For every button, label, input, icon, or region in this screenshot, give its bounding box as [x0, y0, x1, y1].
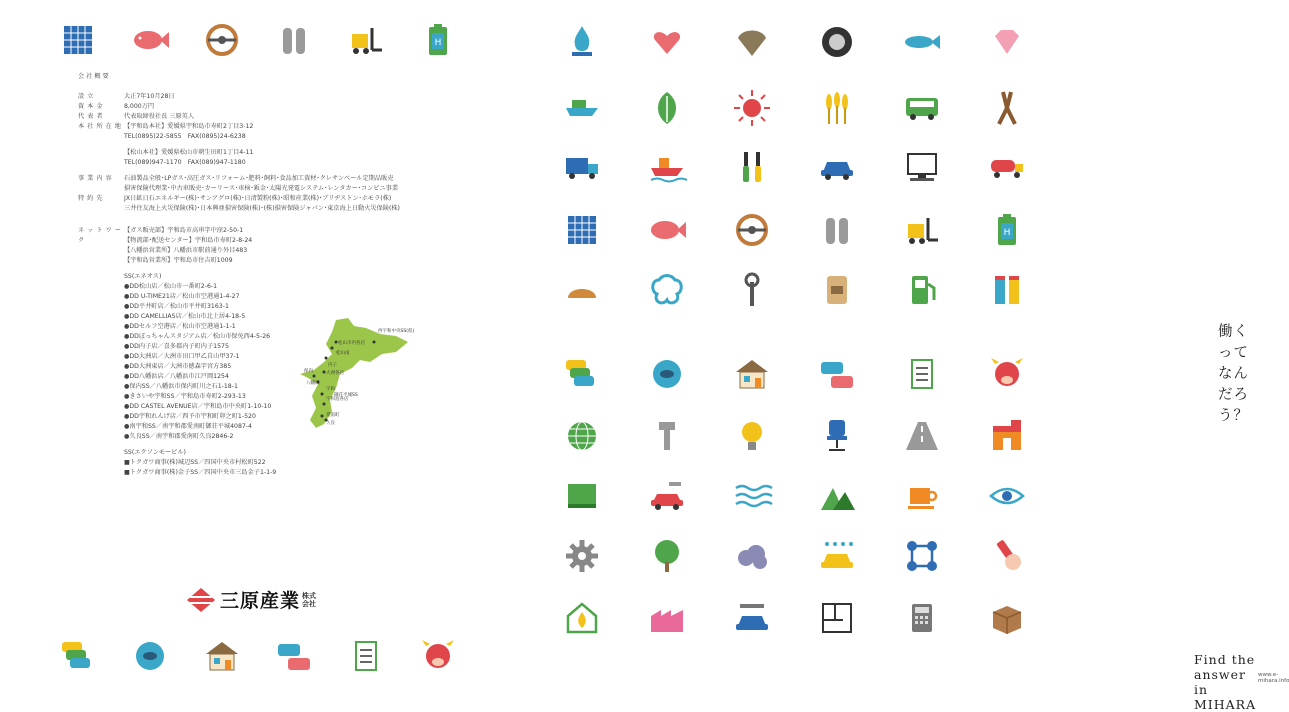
heart-hands-icon	[645, 20, 689, 64]
mihara-logo-icon	[186, 587, 216, 613]
wrench-icon	[730, 268, 774, 312]
battery-icon	[985, 208, 1029, 252]
cow-icon	[416, 634, 460, 678]
tree-icon	[645, 534, 689, 578]
delivery-truck-icon	[560, 146, 604, 190]
house-icon	[730, 352, 774, 396]
home-fire-icon	[560, 596, 604, 640]
battery-icon	[416, 18, 460, 62]
svg-text:H: H	[434, 38, 442, 48]
icon-row-3	[560, 146, 1029, 190]
steering-wheel-icon	[730, 208, 774, 252]
ehime-map: 西宇和中央SS(仮) 松山市内各店 松山南 内子 大洲各店 保内 八幡浜 宇和 宇和島各店 御荘平城SS 愛南町 久良	[296, 316, 412, 432]
company-info	[78, 72, 478, 478]
list-item: ●DD CAMELLIAS店／松山市北土居4-18-5	[124, 313, 246, 320]
pliers-icon	[985, 86, 1029, 130]
list-item: ●DD八幡浜店／八幡浜市江戸岡1254	[124, 373, 229, 380]
sun-icon	[730, 86, 774, 130]
right-page	[520, 0, 1289, 712]
traffic-jam-icon	[56, 634, 100, 678]
company-logo	[186, 586, 318, 613]
bread-icon	[560, 268, 604, 312]
list-item: ●保内SS／八幡浜市保内町川之石1-18-1	[124, 383, 238, 390]
factory-icon	[645, 596, 689, 640]
list-item: ●DDセルフ空港店／松山市空港通1-1-1	[124, 323, 236, 330]
road-icon	[900, 414, 944, 458]
list-item: ●DD宇和れんげ店／西予市宇和町卯之町1-520	[124, 413, 256, 420]
chat-bubbles-icon	[815, 352, 859, 396]
light-bulb-icon	[730, 414, 774, 458]
tanker-ship-icon	[645, 146, 689, 190]
website-url[interactable]: www.e-mihara.info	[1258, 672, 1289, 684]
globe-icon	[560, 414, 604, 458]
list-item: ●DD平井町店／松山市平井町3163-1	[124, 303, 229, 310]
car-key-icon	[645, 474, 689, 518]
fish-icon	[900, 20, 944, 64]
info-row-business: 事業内容 石油製品全般･LPガス･高圧ガス･リフォーム･肥料･飼料･食品加工資材･クレサンベール定期品販売 損害保険代理業･中古車販売･カーリース･車検･鈑金･太陽光発電システム･レンタカー･コンビニ事業	[78, 175, 399, 192]
book-icon	[560, 474, 604, 518]
eye-icon	[985, 474, 1029, 518]
car-wash-icon	[815, 534, 859, 578]
tire-icon	[815, 20, 859, 64]
icon-row-7	[560, 414, 1029, 458]
floor-plan-icon	[815, 596, 859, 640]
network-icon	[900, 534, 944, 578]
clipboard-icon	[900, 352, 944, 396]
list-item: ●DD CASTEL AVENUE店／宇和島市中央町1-10-10	[124, 403, 272, 410]
list-item: ●DD大洲店／大洲市田口甲乙自山甲37-1	[124, 353, 240, 360]
list-item: ■トクガワ商事(株)城辺SS／四国中央市村松町522	[124, 459, 266, 466]
coffee-cup-icon	[900, 474, 944, 518]
forklift-icon	[344, 18, 388, 62]
screwdrivers-icon	[730, 146, 774, 190]
feed-sack-icon	[815, 268, 859, 312]
gear-icon	[560, 534, 604, 578]
ss-list-eneos: SS(エネオス) ●DD松山店／松山市一番町2-6-1 ●DD U-TIME21店／松山市空港通1-4-27 ●DD平井町店／松山市平井町3163-1 ●DD CAMELLIAS店／松山市北土居4-18-5 ●DDセルフ空港店／松山市空港通1-1-1 ●DDぼっちゃんスタジアム店／松山市保免西4-5-26 ●DD内子店／喜多郡内子町内子1575 ●DD大洲店／大洲市田口甲乙自山甲37-1 ●DD大洲東店／大洲市徳森字宮方385 ●DD八幡浜店／八幡浜市江戸岡1254 ●保内SS／八幡浜市保内町川之石1-18-1 ●きさいや宇和SS／宇和島市寿町2-293-13 ●DD CASTEL AVENUE店／宇和島市中央町1-10-10 ●DD宇和れんげ店／西予市宇和町卯之町1-520 ●南宇和SS／南宇和郡愛南町御荘平城4087-4 ●久良SS／南宇和郡愛南町久良2846-2 SS(エクソンモービル) ■トクガワ商事(株)城辺SS／四国中央市村松町522 ■トクガワ商事(株)金子SS／四国中央市三島金子1-1-9	[124, 272, 478, 478]
list-item: ●DD大洲東店／大洲市徳森字宮方385	[124, 363, 232, 370]
list-item: ●DDぼっちゃんスタジアム店／松山市保免西4-5-26	[124, 333, 271, 340]
cardboard-box-icon	[985, 596, 1029, 640]
chat-bubbles-icon	[272, 634, 316, 678]
leaf-icon	[645, 86, 689, 130]
bottom-icon-row	[56, 634, 460, 678]
list-item: ■トクガワ商事(株)金子SS／四国中央市三島金子1-1-9	[124, 469, 277, 476]
scallop-icon	[730, 20, 774, 64]
computer-icon	[900, 146, 944, 190]
list-item: ●DD松山店／松山市一番町2-6-1	[124, 283, 218, 290]
top-icon-row	[56, 18, 460, 62]
icon-row-9	[560, 534, 1029, 578]
info-row-network: ネットワーク 【ガス販売部】宇和島市高串字中窪2-50-1 【物流部･配送センター】宇和島市寿町2-8-24 【八幡浜営業所】八幡浜市駅前通り外目483 【宇和島営業所】宇和島市住吉町1009	[78, 227, 253, 264]
list-item: ●DD U-TIME21店／松山市空港通1-4-27	[124, 293, 240, 300]
company-heading: 会社概要	[78, 73, 111, 80]
fuel-pump-icon	[900, 268, 944, 312]
gas-flame-icon	[560, 20, 604, 64]
icon-row-5	[560, 268, 1029, 312]
diamond-icon	[985, 20, 1029, 64]
icon-row-8	[560, 474, 1029, 518]
icon-row-1	[560, 20, 1029, 64]
bus-icon	[900, 86, 944, 130]
gas-cylinders-icon	[272, 18, 316, 62]
list-item: ●久良SS／南宇和郡愛南町久良2846-2	[124, 433, 234, 440]
car-icon	[815, 146, 859, 190]
house-icon	[200, 634, 244, 678]
info-row-headquarters: 本社所在地 【宇和島本社】愛媛県宇和島市寿町2丁目3-12 TEL(0895)22-5855 FAX(0895)24-6238 【松山本社】愛媛県松山市朝生田町1丁目4-11 TEL(089)947-1170 FAX(089)947-1180	[78, 123, 254, 166]
clipboard-icon	[344, 634, 388, 678]
convenience-store-icon	[985, 414, 1029, 458]
tank-truck-icon	[985, 146, 1029, 190]
wheat-icon	[815, 86, 859, 130]
mountains-icon	[815, 474, 859, 518]
jars-icon	[985, 268, 1029, 312]
icon-row-2	[560, 86, 1029, 130]
icon-row-6	[560, 352, 1029, 396]
list-item: ●きさいや宇和SS／宇和島市寿町2-293-13	[124, 393, 246, 400]
traffic-jam-icon	[560, 352, 604, 396]
ship-icon	[560, 86, 604, 130]
steering-wheel-icon	[200, 18, 244, 62]
cloud-outline-icon	[645, 268, 689, 312]
solar-panel-icon	[560, 208, 604, 252]
gas-cylinders-icon	[815, 208, 859, 252]
solar-panel-icon	[56, 18, 100, 62]
waves-icon	[730, 474, 774, 518]
injection-icon	[985, 534, 1029, 578]
list-item: ●南宇和SS／南宇和郡愛南町御荘平城4087-4	[124, 423, 252, 430]
globe-fish-icon	[645, 352, 689, 396]
find-answer-text: Find the answer in MIHARA	[1194, 652, 1257, 712]
cow-icon	[985, 352, 1029, 396]
telephone-icon	[900, 596, 944, 640]
globe-fish-icon	[128, 634, 172, 678]
list-item: ●DD内子店／喜多郡内子町内子1575	[124, 343, 229, 350]
car-repair-icon	[730, 596, 774, 640]
icon-row-4	[560, 208, 1029, 252]
info-row-established: 設立 大正7年10月28日	[78, 93, 175, 100]
fish-icon	[645, 208, 689, 252]
svg-text:H: H	[1003, 228, 1011, 238]
icon-row-10	[560, 596, 1029, 640]
company-suffix: 株式会社	[302, 591, 317, 608]
office-chair-icon	[815, 414, 859, 458]
forklift-icon	[900, 208, 944, 252]
tagline: 働くってなんだろう？	[1218, 324, 1249, 424]
info-row-capital: 資本金 8,000万円	[78, 103, 155, 110]
smoke-cloud-icon	[730, 534, 774, 578]
info-row-partners: 特約先 JX日鉱日石エネルギー(株)･サンアグロ(株)･日清製粉(株)･昭和産業(株)･ブリヂストン･ホモラ(株) 三井住友海上火災保険(株)･日本興亜損害保険(株)･(株)損害保険ジャパン･東京海上日動火災保険(株)	[78, 195, 400, 212]
left-page	[0, 0, 520, 700]
bolt-icon	[645, 414, 689, 458]
fish-icon	[128, 18, 172, 62]
company-name: 三原産業	[220, 590, 301, 612]
info-row-representative: 代表者 代表取締役社長 三原英人	[78, 113, 195, 120]
